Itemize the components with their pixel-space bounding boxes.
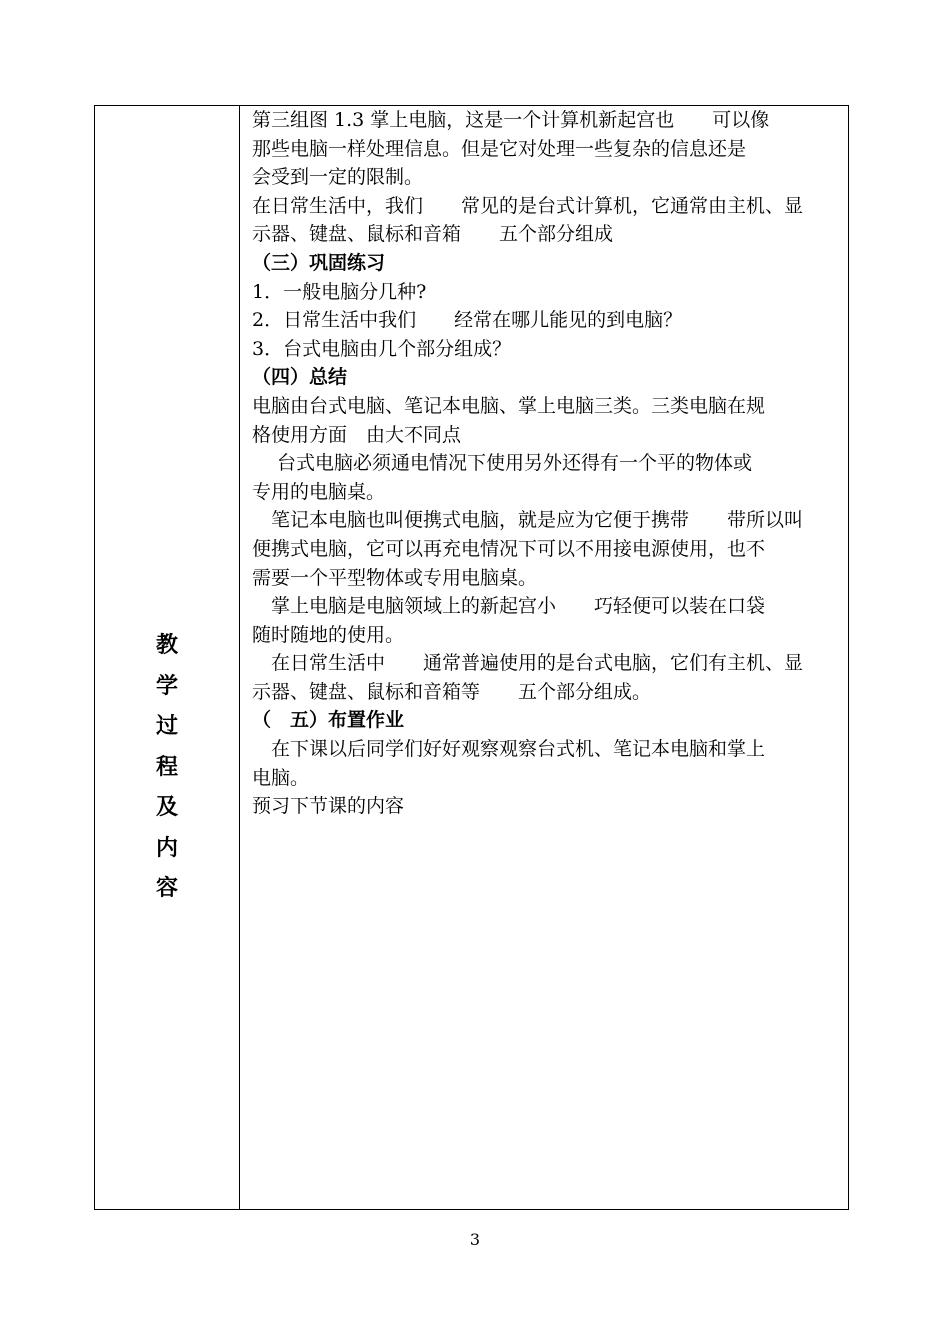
row-label-char: 学 <box>155 673 178 699</box>
row-label-char: 过 <box>155 714 178 739</box>
text-line: 随时随地的使用。 <box>252 623 405 646</box>
content-cell <box>252 106 840 821</box>
text-line: 第三组图 1.3 掌上电脑，这是一个计算机新起宫也 可以像 <box>252 109 770 131</box>
text-line: 那些电脑一样处理信息。但是它对处理一些复杂的信息还是 <box>252 137 747 160</box>
row-label-char: 程 <box>155 754 178 780</box>
section-heading: （ 五）布置作业 <box>252 709 405 732</box>
lesson-table <box>94 105 849 1210</box>
text-line: 示器、键盘、鼠标和音箱 五个部分组成 <box>252 223 614 246</box>
text-line: 示器、键盘、鼠标和音箱等 五个部分组成。 <box>252 680 652 703</box>
text-line: 专用的电脑桌。 <box>252 480 386 503</box>
page-number: 3 <box>469 1230 481 1249</box>
text-line: 3．台式电脑由几个部分组成？ <box>252 337 512 360</box>
row-label <box>95 626 239 910</box>
text-line: 需要一个平型物体或专用电脑桌。 <box>252 566 538 589</box>
text-line: 在日常生活中 通常普遍使用的是台式电脑，它们有主机、显 <box>252 652 804 675</box>
text-line: 台式电脑必须通电情况下使用另外还得有一个平的物体或 <box>252 452 753 475</box>
text-line: 电脑由台式电脑、笔记本电脑、掌上电脑三类。三类电脑在规 <box>252 394 766 417</box>
row-label-char: 内 <box>155 835 178 861</box>
text-line: 笔记本电脑也叫便携式电脑，就是应为它便于携带 带所以叫 <box>252 509 804 532</box>
text-line: 格使用方面 由大不同点 <box>252 423 462 446</box>
text-line: 预习下节课的内容 <box>252 795 405 818</box>
text-line: 会受到一定的限制。 <box>252 166 424 189</box>
text-line: 1．一般电脑分几种? <box>252 280 427 303</box>
text-line: 在下课以后同学们好好观察观察台式机、笔记本电脑和掌上 <box>252 738 766 761</box>
section-heading: （三）巩固练习 <box>252 251 386 274</box>
row-label-char: 容 <box>155 876 178 901</box>
text-line: 掌上电脑是电脑领域上的新起宫小 巧轻便可以装在口袋 <box>252 595 766 618</box>
text-line: 电脑。 <box>252 766 310 789</box>
row-label-char: 及 <box>155 795 178 820</box>
row-label-cell <box>95 106 240 1209</box>
section-heading: （四）总结 <box>252 366 348 389</box>
text-line: 在日常生活中，我们 常见的是台式计算机，它通常由主机、显 <box>252 194 804 217</box>
text-line: 2．日常生活中我们 经常在哪儿能见的到电脑？ <box>252 309 683 332</box>
text-line: 便携式电脑，它可以再充电情况下可以不用接电源使用，也不 <box>252 537 766 560</box>
row-label-char: 教 <box>155 633 178 658</box>
